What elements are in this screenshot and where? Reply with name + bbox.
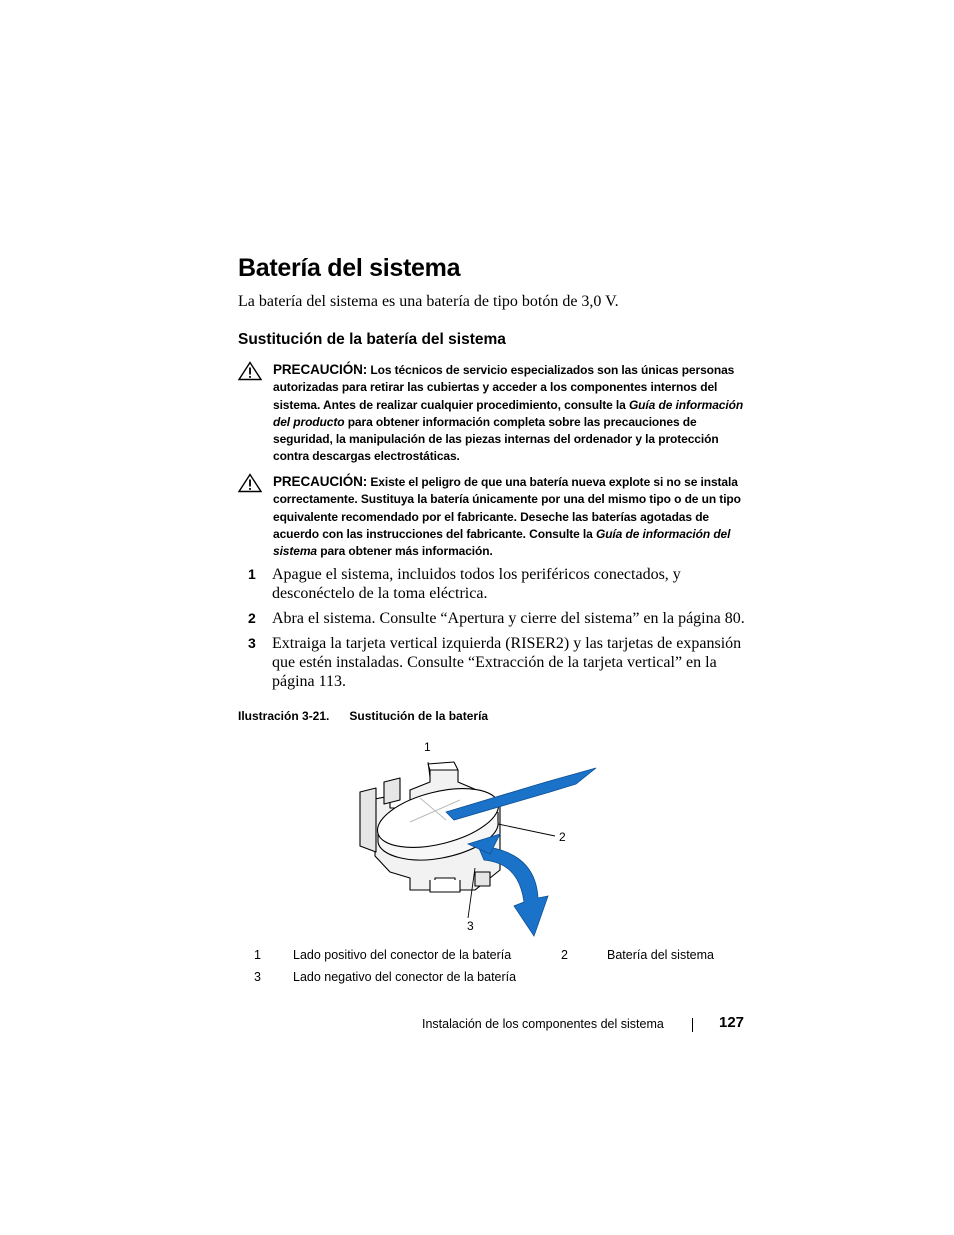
caution-label: PRECAUCIÓN: bbox=[273, 474, 368, 489]
battery-replacement-illustration bbox=[350, 760, 610, 940]
caution-text: Existe el peligro de que una batería nueva explote si no se instala correctamente. Sustituya la batería únicamente por una del mismo tipo o de un tipo equivalente recomendado por el fabricante. Deseche las baterías agotadas de acuerdo con las instrucciones del fabricante. Consulte la bbox=[273, 475, 741, 541]
step-number: 3 bbox=[248, 635, 256, 651]
step-3 bbox=[248, 634, 748, 691]
caution-note-2 bbox=[238, 473, 748, 560]
callout-3: 3 bbox=[467, 919, 474, 933]
legend-text: Batería del sistema bbox=[607, 948, 714, 962]
legend-number: 1 bbox=[254, 948, 261, 962]
caution-text: Los técnicos de servicio especializados son las únicas personas autorizadas para retirar las cubiertas y acceder a los componentes internos del sistema. Antes de realizar cualquier procedimiento, consulte la bbox=[273, 363, 735, 412]
footer-section-title: Instalación de los componentes del sistema bbox=[422, 1017, 664, 1031]
caution-note-1 bbox=[238, 361, 748, 466]
legend-number: 3 bbox=[254, 970, 261, 984]
step-2 bbox=[248, 609, 748, 628]
warning-icon bbox=[238, 361, 262, 381]
callout-2: 2 bbox=[559, 830, 566, 844]
callout-1: 1 bbox=[424, 740, 431, 754]
step-text: Abra el sistema. Consulte “Apertura y cierre del sistema” en la página 80. bbox=[272, 610, 745, 627]
caution-label: PRECAUCIÓN: bbox=[273, 362, 368, 377]
caution-text-end: para obtener más información. bbox=[317, 544, 493, 559]
page-title: Batería del sistema bbox=[238, 254, 461, 282]
legend-text: Lado positivo del conector de la batería bbox=[293, 948, 512, 962]
legend-number: 2 bbox=[561, 948, 568, 962]
caution-text-end: para obtener información completa sobre las precauciones de seguridad, la manipulación de las piezas internas del ordenador y la protección contra descargas electrostáticas. bbox=[273, 414, 719, 464]
caution-doc-reference: Guía de información del producto bbox=[273, 397, 744, 429]
warning-icon bbox=[238, 473, 262, 493]
page-number: 127 bbox=[719, 1014, 745, 1031]
figure-title: Sustitución de la batería bbox=[349, 709, 489, 723]
footer-divider bbox=[692, 1018, 693, 1032]
step-text: Apague el sistema, incluidos todos los periféricos conectados, y desconéctelo de la toma eléctrica. bbox=[272, 566, 681, 602]
step-number: 2 bbox=[248, 610, 256, 626]
step-number: 1 bbox=[248, 566, 256, 582]
figure-label: Ilustración 3-21. bbox=[238, 709, 330, 723]
step-1 bbox=[248, 565, 748, 603]
legend-text: Lado negativo del conector de la batería bbox=[293, 970, 517, 984]
section-subheading: Sustitución de la batería del sistema bbox=[238, 331, 506, 348]
step-text: Extraiga la tarjeta vertical izquierda (RISER2) y las tarjetas de expansión que estén instaladas. Consulte “Extracción de la tarjeta vertical” en la página 113. bbox=[272, 635, 742, 690]
intro-paragraph: La batería del sistema es una batería de tipo botón de 3,0 V. bbox=[238, 293, 619, 310]
caution-doc-reference: Guía de información del sistema bbox=[273, 526, 731, 559]
figure-caption bbox=[238, 709, 488, 723]
